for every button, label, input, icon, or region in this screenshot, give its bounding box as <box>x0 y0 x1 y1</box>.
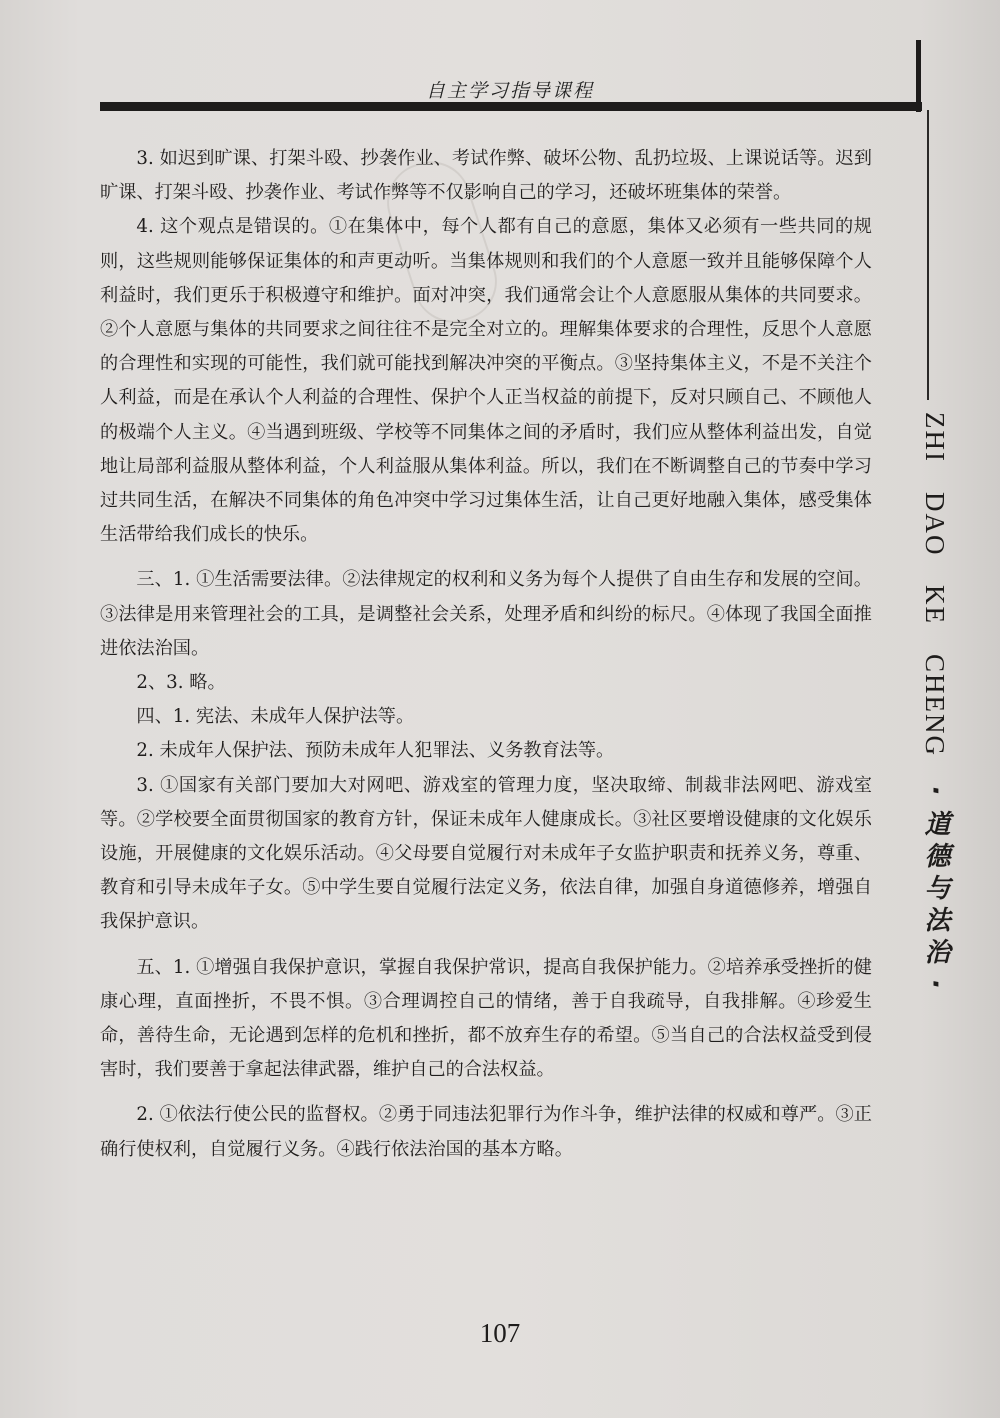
answer-paragraph-5-2: 2. ①依法行使公民的监督权。②勇于同违法犯罪行为作斗争，维护法律的权威和尊严。③正确行使权利，自觉履行义务。④践行依法治国的基本方略。 <box>100 1104 872 1160</box>
side-pinyin-cheng: CHENG <box>920 653 950 757</box>
side-course-label <box>894 412 954 995</box>
side-subject-title: 道德与法治 <box>920 810 950 971</box>
side-separator-dot: · <box>920 785 950 802</box>
page-number: 107 <box>479 1318 521 1348</box>
side-separator-dot-end: · <box>920 978 950 995</box>
answer-paragraph-4-2: 2. 未成年人保护法、预防未成年人犯罪法、义务教育法等。 <box>136 740 615 762</box>
answer-paragraph-1-3: 3. 如迟到旷课、打架斗殴、抄袭作业、考试作弊、破坏公物、乱扔垃圾、上课说话等。迟到旷课、打架斗殴、抄袭作业、考试作弊等不仅影响自己的学习，还破坏班集体的荣誉。 <box>100 148 872 204</box>
answer-paragraph-1-4: 4. 这个观点是错误的。①在集体中，每个人都有自己的意愿，集体又必须有一些共同的规则，这些规则能够保证集体的和声更动听。当集体规则和我们的个人意愿一致并且能够保障个人利益时，我们更乐于积极遵守和维护。面对冲突，我们通常会让个人意愿服从集体的共同要求。②个人意愿与集体的共同要求之间往往不是完全对立的。理解集体要求的合理性，反思个人意愿的合理性和实现的可能性，我们就可能找到解决冲突的平衡点。③坚持集体主义，不是不关注个人利益，而是在承认个人利益的合理性、保护个人正当权益的前提下，反对只顾自己、不顾他人的极端个人主义。④当遇到班级、学校等不同集体之间的矛盾时，我们应从整体利益出发，自觉地让局部利益服从整体利益，个人利益服从集体利益。所以，我们在不断调整自己的节奏中学习过共同生活，在解决不同集体的角色冲突中学习过集体生活，让自己更好地融入集体，感受集体生活带给我们成长的快乐。 <box>100 216 872 546</box>
side-rule-thick <box>916 40 921 112</box>
side-rule-thin <box>927 110 929 400</box>
answer-paragraph-3-1: 三、1. ①生活需要法律。②法律规定的权利和义务为每个人提供了自由生存和发展的空间。③法律是用来管理社会的工具，是调整社会关系，处理矛盾和纠纷的标尺。④体现了我国全面推进依法治国。 <box>100 569 872 659</box>
side-pinyin-dao: DAO <box>920 491 950 557</box>
side-pinyin-zhi: ZHI <box>920 412 950 463</box>
answer-body <box>100 142 872 1167</box>
header-rule <box>100 102 922 111</box>
answer-paragraph-5-1: 五、1. ①增强自我保护意识，掌握自我保护常识，提高自我保护能力。②培养承受挫折的健康心理，直面挫折，不畏不惧。③合理调控自己的情绪，善于自我疏导，自我排解。④珍爱生命，善待生命，无论遇到怎样的危机和挫折，都不放弃生存的希望。⑤当自己的合法权益受到侵害时，我们要善于拿起法律武器，维护自己的合法权益。 <box>100 956 872 1081</box>
answer-paragraph-3-2-3: 2、3. 略。 <box>136 672 226 694</box>
running-header-title: 自主学习指导课程 <box>425 80 594 102</box>
answer-paragraph-4-3: 3. ①国家有关部门要加大对网吧、游戏室的管理力度，坚决取缔、制裁非法网吧、游戏室等。②学校要全面贯彻国家的教育方针，保证未成年人健康成长。③社区要增设健康的文化娱乐设施，开展健康的文化娱乐活动。④父母要自觉履行对未成年子女监护职责和抚养义务，尊重、教育和引导未成年子女。⑤中学生要自觉履行法定义务，依法自律，加强自身道德修养，增强自我保护意识。 <box>100 774 872 933</box>
side-pinyin-ke: KE <box>920 584 950 625</box>
answer-paragraph-4-1: 四、1. 宪法、未成年人保护法等。 <box>136 706 415 728</box>
